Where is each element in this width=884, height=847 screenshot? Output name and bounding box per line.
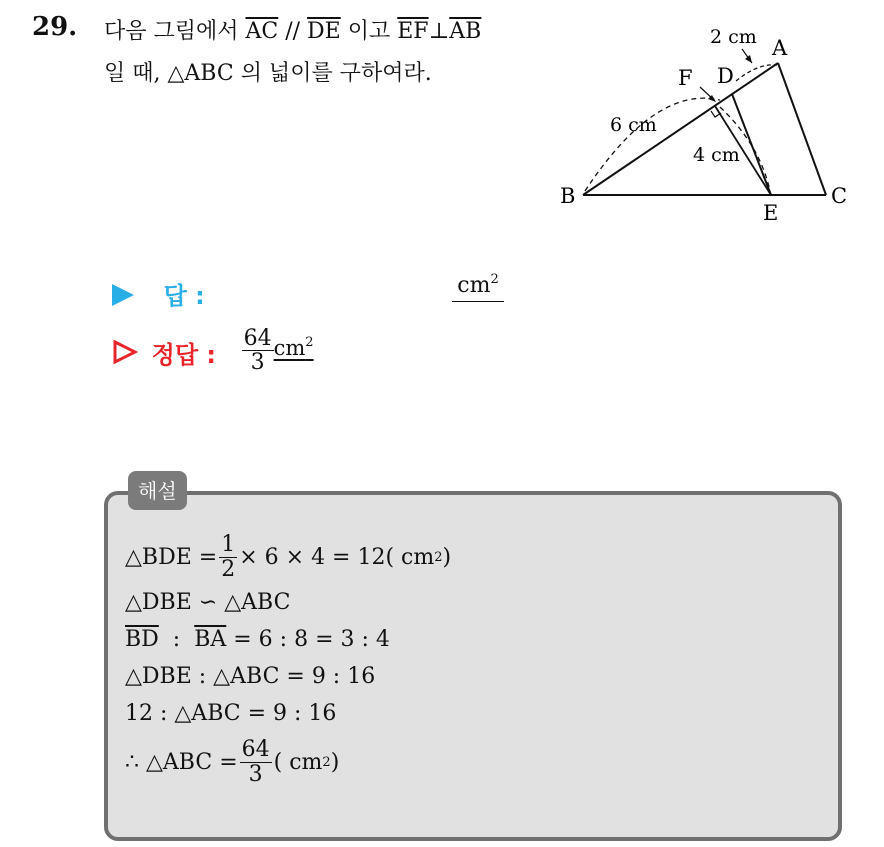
triangle-figure [560, 25, 860, 230]
correct-answer-unit-wrap [274, 336, 314, 360]
solution-line-6 [125, 732, 451, 792]
question-line-2: 일 때, △ABC 의 넓이를 구하여라. [104, 61, 432, 86]
length-bd: 6 cm [610, 114, 657, 136]
label-f: F [678, 66, 693, 90]
perpendicular-symbol: ⊥ [428, 19, 450, 44]
solution-line-5: 12 : △ABC = 9 : 16 [125, 701, 337, 726]
correct-answer-row [112, 327, 314, 374]
correct-answer-label: 정답 : [151, 341, 216, 370]
question-text-mid: 이고 [340, 19, 398, 44]
solution-line-6-a: ∴ △ABC = [125, 749, 238, 775]
segment-ef: $\overline{EF}$ [397, 19, 429, 44]
solution-line-6-numerator: 64 [241, 737, 270, 763]
solution-line-1 [125, 530, 451, 584]
label-b: B [560, 184, 576, 208]
correct-answer-numerator: 64 [243, 326, 272, 351]
solution-segment-bd: $\overline{BD}$ [125, 627, 159, 652]
segment-ac: $\overline{AC}$ [245, 19, 279, 44]
question-line-1 [104, 14, 481, 45]
solution-line-6-b: ( cm [273, 749, 323, 775]
segment-ab: $\overline{AB}$ [449, 19, 482, 44]
solution-line-1-c: ) [442, 544, 452, 570]
play-outline-icon [112, 339, 138, 365]
parallel-symbol: // [278, 19, 308, 44]
solution-line-1-numerator: 1 [221, 532, 236, 558]
answer-label: 답 : [163, 282, 205, 310]
solution-line-2: △DBE ∽ △ABC [125, 590, 291, 615]
solution-line-1-fraction [219, 533, 237, 580]
question-number: 29. [32, 12, 78, 42]
solution-line-6-fraction [240, 738, 272, 785]
answer-unit-exponent: 2 [490, 272, 499, 287]
label-d: D [717, 64, 734, 88]
solution-segment-ba: $\overline{BA}$ [194, 627, 227, 652]
segment-ac-line [778, 63, 826, 195]
length-ad: 2 cm [710, 26, 757, 48]
solution-line-3 [125, 621, 451, 658]
solution-line-1-b: × 6 × 4 = 12( cm [239, 544, 435, 570]
solution-line-6-c: ) [330, 749, 340, 775]
length-ef: 4 cm [693, 144, 740, 166]
solution-line-3-colon: : [158, 627, 195, 652]
solution-line-6-denominator: 3 [248, 761, 263, 787]
answer-row [110, 276, 205, 311]
question-text-prefix: 다음 그림에서 [104, 19, 246, 44]
label-c: C [831, 184, 848, 208]
solution-tag: 해설 [128, 471, 187, 510]
correct-answer-fraction [242, 327, 274, 374]
solution-line-6-exponent: 2 [322, 754, 331, 770]
correct-answer-unit: cm [273, 336, 306, 361]
label-a: A [772, 36, 788, 60]
solution-line-4: △DBE : △ABC = 9 : 16 [125, 664, 376, 689]
solution-line-3-rest: = 6 : 8 = 3 : 4 [226, 627, 390, 652]
arrow-ad-head [745, 55, 752, 63]
solution-line-1-a: △BDE = [125, 544, 218, 570]
answer-blank[interactable] [452, 272, 504, 302]
correct-answer-unit-exponent: 2 [305, 335, 314, 351]
answer-unit: cm [457, 273, 491, 298]
segment-de: $\overline{DE}$ [307, 19, 341, 44]
solution-line-1-exponent: 2 [434, 549, 443, 565]
solution-line-1-denominator: 2 [221, 556, 236, 582]
play-icon [110, 283, 136, 307]
label-e: E [763, 201, 779, 225]
correct-answer-denominator: 3 [250, 350, 265, 376]
solution-lines [125, 530, 451, 792]
